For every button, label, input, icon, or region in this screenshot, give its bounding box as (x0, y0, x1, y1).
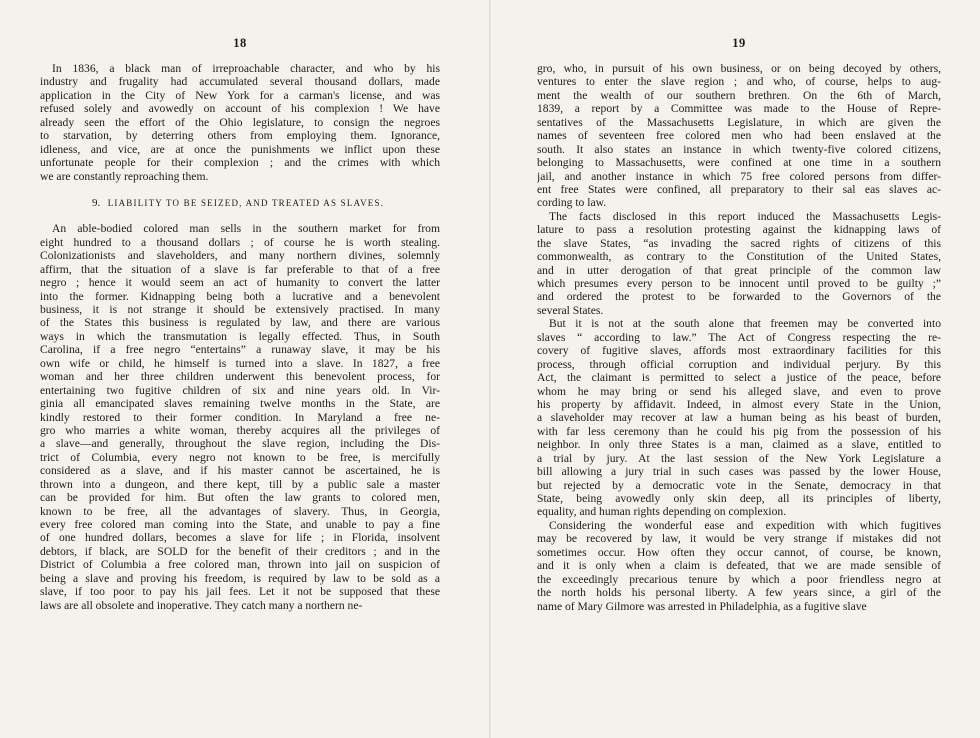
text-line: several States. (537, 303, 604, 317)
text-line: An able-bodied colored man sells in the southern market for from (52, 222, 440, 236)
text-line: gro who marries a white woman, thereby acquires all the privileges of (40, 423, 440, 437)
text-line: the exceedingly precarious tenure by which a poor friendless negro at (537, 572, 941, 586)
text-line: equality, and human rights depending on complexion. (537, 505, 787, 519)
text-line: may be recovered by law, it would be very strange if mistakes did not (537, 532, 941, 546)
text-line: refused solely and avowedly on account of his complexion ! We have (40, 102, 440, 116)
right-page (537, 0, 941, 738)
text-line: a slave—and generally, throughout the slave region, including the Dis- (40, 437, 440, 451)
text-line: his property by affidavit. Indeed, in almost every State in the Union, (537, 397, 941, 411)
right-paragraph-4 (537, 519, 941, 613)
text-line: neighbor. In only three States is a man, claimed as a slave, entitled to (537, 438, 941, 452)
text-line: State, being avowedly only skin deep, all its principles of liberty, (537, 492, 941, 505)
text-line: affirm, that the situation of a slave is far preferable to that of a free (40, 262, 440, 276)
text-line: being a slave and proving his freedom, is required by law to be sold as a (40, 571, 440, 585)
right-paragraph-2 (537, 210, 941, 318)
text-line: and it is only when a claim is defeated, that we are made sensible of (537, 559, 941, 573)
left-paragraph-1 (40, 62, 440, 183)
section-number: 9. (92, 196, 101, 209)
text-line: ment the wealth of our southern brethren. On the 6th of March, (537, 88, 941, 102)
left-page (40, 0, 440, 738)
text-line: woman and her three children underwent this benevolent process, for (40, 370, 440, 384)
text-line: we are constantly reproaching them. (40, 169, 209, 183)
page-number-right: 19 (732, 36, 746, 50)
text-line: the north holds his personal liberty. A few years since, a girl of the (537, 586, 941, 600)
text-line: business, it is not strange it should be extensively practised. In many (40, 303, 440, 316)
text-line: ent free States were confined, all preparatory to their sal eas slaves ac- (537, 182, 941, 196)
text-line: and in utter derogation of that great principle of the common law (537, 263, 941, 277)
text-line: a trial by jury. At the last session of the New York Legislature a (537, 451, 941, 465)
text-line: name of Mary Gilmore was arrested in Philadelphia, as a fugitive slave (537, 599, 867, 613)
text-line: ways in which the transmutation is legally effected. Thus, in South (40, 329, 440, 343)
text-line: District of Columbia a free colored man, thrown into jail on suspicion of (40, 558, 440, 572)
text-line: ventures to enter the slave region ; and who, of course, helps to aug- (537, 75, 941, 89)
book-gutter (489, 0, 491, 738)
text-line: known to be free, all the advantages of slavery. Thus, in Georgia, (40, 504, 440, 518)
text-line: In 1836, a black man of irreproachable character, and who by his (52, 62, 440, 75)
text-line: slave, if too poor to pay his jail fees. Let it not be supposed that these (40, 585, 440, 599)
section-heading (40, 197, 440, 210)
text-line: entertaining two fugitive children of six and nine years old. In Vir- (40, 383, 440, 397)
text-line: thrown into a dungeon, and there kept, till by a public sale a master (40, 477, 440, 491)
text-line: Carolina, if a free negro “entertains” a runaway slave, it may be his (40, 343, 440, 357)
text-line: the slave States, “as invading the sacred rights of citizens of this (537, 236, 941, 250)
text-line: covery of fugitive slaves, affords most extraordinary facilities for this (537, 344, 941, 358)
text-line: whom he may bring or send his alleged slave, and even to prove (537, 384, 941, 398)
right-paragraph-3 (537, 317, 941, 519)
text-line: of one hundred dollars, becomes a slave for life ; in Florida, insolvent (40, 531, 440, 545)
text-line: unfortunate people for their complexion ; and the crimes with which (40, 156, 440, 170)
text-line: but rejected by a democratic vote in the Senate, democracy in that (537, 478, 941, 492)
text-line: bill allowing a jury trial in such cases was passed by the lower House, (537, 465, 941, 479)
text-line: of the States this business is regulated by law, and there are various (40, 316, 440, 330)
text-line: and ordered the protest to be forwarded to the Governors of the (537, 290, 941, 304)
text-line: kindly restored to their former condition. In Maryland a free ne- (40, 410, 440, 424)
text-line: eight hundred to a thousand dollars ; of course he is worth stealing. (40, 235, 440, 249)
text-line: process, through official corruption and individual perjury. By this (537, 357, 941, 371)
text-line: considered as a slave, and if his master cannot be ascertained, he is (40, 464, 440, 478)
text-line: laws are all obsolete and inoperative. They catch many a northern ne- (40, 598, 363, 612)
text-line: cording to law. (537, 196, 607, 210)
text-line: Colonizationists and slaveholders, and many northern divines, solemnly (40, 249, 440, 263)
text-line: which presumes every person to be innocent until proved to be guilty ;” (537, 277, 941, 290)
text-line: idleness, and vice, are at once the punishments we inflict upon these (40, 142, 440, 156)
text-line: already seen the effort of the Ohio legislature, to consign the negroes (40, 115, 440, 129)
text-line: The facts disclosed in this report induced the Massachusetts Legis- (549, 209, 941, 223)
text-line: belonging to Massachusetts, were confined at one time in a southern (537, 156, 941, 170)
text-line: south. It also states an instance in which twenty-five colored citizens, (537, 142, 941, 156)
right-paragraph-1 (537, 62, 941, 210)
text-line: jail, and another instance in which 75 free colored persons from differ- (537, 169, 941, 183)
text-line: can be provided for him. But often the law grants to colored men, (40, 491, 440, 505)
text-line: industry and frugality had accumulated several thousand dollars, made (40, 75, 440, 89)
text-line: Considering the wonderful ease and expedition with which fugitives (549, 518, 941, 532)
text-line: own wife or child, he himself is turned into a slave. In 1827, a free (40, 356, 440, 370)
text-line: slaves “ according to law.” The Act of Congress respecting the re- (537, 330, 941, 344)
text-line: into the former. Kidnapping being both a lucrative and a benevolent (40, 289, 440, 303)
left-paragraph-2 (40, 222, 440, 612)
text-line: application in the City of New York for a carman's license, and was (40, 88, 440, 102)
text-line: But it is not at the south alone that freemen may be converted into (549, 317, 941, 331)
text-line: Act, the claimant is permitted to select a justice of the peace, before (537, 371, 941, 385)
page-number-left: 18 (233, 36, 247, 50)
text-line: with far less ceremony than he could his pig from the possession of his (537, 424, 941, 438)
text-line: lature to pass a resolution protesting against the kidnapping laws of (537, 223, 941, 237)
text-line: names of seventeen free colored men who had been enslaved at the (537, 129, 941, 143)
text-line: ginia all emancipated slaves remaining twelve months in the State, are (40, 397, 440, 411)
text-line: commonwealth, as contrary to the Constitution of the United States, (537, 250, 941, 264)
text-line: sentatives of the Massachusetts Legislature, in which are given the (537, 115, 941, 129)
text-line: a slaveholder may recover at law a human being as his beast of burden, (537, 411, 941, 425)
text-line: every free colored man coming into the State, and unable to pay a fine (40, 518, 440, 531)
text-line: gro, who, in pursuit of his own business, or on being decoyed by others, (537, 62, 941, 75)
text-line: negro ; hence it would seem an act of humanity to convert the latter (40, 276, 440, 290)
text-line: trict of Columbia, every negro not known to be free, is mercifully (40, 450, 440, 464)
text-line: sometimes occur. How often they occur cannot, of course, be known, (537, 545, 941, 559)
text-line: 1839, a report by a Committee was made to the House of Repre- (537, 102, 941, 116)
text-line: debtors, if black, are SOLD for the benefit of their creditors ; and in the (40, 544, 440, 558)
text-line: to starvation, by deterring others from employing them. Ignorance, (40, 129, 440, 143)
section-title: LIABILITY TO BE SEIZED, AND TREATED AS SLAVES. (107, 197, 385, 208)
